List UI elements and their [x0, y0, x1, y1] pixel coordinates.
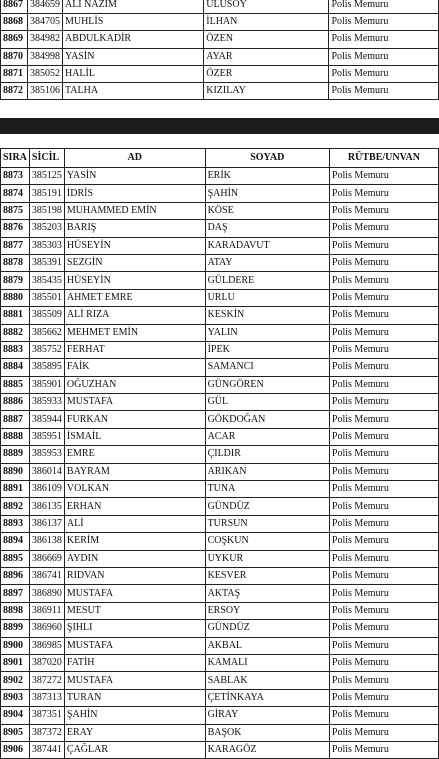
cell-rutbe: Polis Memuru: [329, 237, 438, 254]
cell-soyad: COŞKUN: [205, 533, 329, 550]
cell-rutbe: Polis Memuru: [329, 341, 438, 358]
cell-rutbe: Polis Memuru: [329, 14, 439, 31]
cell-rutbe: Polis Memuru: [329, 411, 438, 428]
cell-sira: 8888: [1, 428, 30, 445]
cell-sicil: 385052: [27, 65, 62, 82]
cell-ad: TALHA: [62, 82, 203, 99]
cell-ad: ERHAN: [64, 498, 205, 515]
cell-soyad: İLHAN: [204, 14, 329, 31]
cell-sira: 8895: [1, 550, 30, 567]
cell-sicil: 387351: [29, 707, 64, 724]
cell-sira: 8886: [1, 394, 30, 411]
cell-sicil: 387372: [29, 724, 64, 741]
cell-rutbe: Polis Memuru: [329, 567, 438, 584]
cell-sicil: 385501: [29, 289, 64, 306]
cell-ad: VOLKAN: [64, 481, 205, 498]
cell-rutbe: Polis Memuru: [329, 185, 438, 202]
cell-soyad: SABLAK: [205, 672, 329, 689]
cell-sira: 8883: [1, 341, 30, 358]
cell-ad: MUHLİS: [62, 14, 203, 31]
cell-sira: 8899: [1, 620, 30, 637]
cell-ad: ALİ: [64, 515, 205, 532]
cell-sicil: 385125: [29, 168, 64, 185]
cell-sira: 8884: [1, 359, 30, 376]
cell-ad: ÇAĞLAR: [64, 741, 205, 758]
cell-soyad: UYKUR: [205, 550, 329, 567]
table-row: [1, 533, 439, 550]
cell-soyad: KIZILAY: [204, 82, 329, 99]
cell-soyad: İPEK: [205, 341, 329, 358]
cell-sira: 8901: [1, 654, 30, 671]
cell-rutbe: Polis Memuru: [329, 48, 439, 65]
page-separator: [0, 118, 439, 134]
cell-sira: 8891: [1, 481, 30, 498]
cell-sira: 8878: [1, 254, 30, 271]
cell-ad: ERAY: [64, 724, 205, 741]
cell-sicil: 387441: [29, 741, 64, 758]
table-row: [1, 550, 439, 567]
cell-sira: 8892: [1, 498, 30, 515]
cell-ad: ŞIHLI: [64, 620, 205, 637]
cell-soyad: ATAY: [205, 254, 329, 271]
cell-ad: AHMET EMRE: [64, 289, 205, 306]
cell-sicil: 384659: [27, 0, 62, 14]
cell-rutbe: Polis Memuru: [329, 689, 438, 706]
cell-soyad: AKBAL: [205, 637, 329, 654]
cell-sira: 8881: [1, 307, 30, 324]
cell-sira: 8868: [1, 14, 28, 31]
cell-sira: 8893: [1, 515, 30, 532]
cell-ad: İSMAİL: [64, 428, 205, 445]
header-sicil: SİCİL: [29, 149, 64, 168]
cell-soyad: KESKİN: [205, 307, 329, 324]
cell-soyad: ARIKAN: [205, 463, 329, 480]
cell-sicil: 385933: [29, 394, 64, 411]
header-row: [1, 149, 439, 168]
cell-ad: OĞUZHAN: [64, 376, 205, 393]
cell-rutbe: Polis Memuru: [329, 428, 438, 445]
cell-sira: 8906: [1, 741, 30, 758]
cell-rutbe: Polis Memuru: [329, 533, 438, 550]
cell-soyad: ACAR: [205, 428, 329, 445]
cell-rutbe: Polis Memuru: [329, 446, 438, 463]
cell-soyad: URLU: [205, 289, 329, 306]
table-row: [1, 324, 439, 341]
cell-sicil: 385203: [29, 220, 64, 237]
cell-rutbe: Polis Memuru: [329, 672, 438, 689]
top-table-body: [1, 0, 439, 100]
table-row: [1, 567, 439, 584]
table-row: [1, 394, 439, 411]
cell-rutbe: Polis Memuru: [329, 0, 439, 14]
cell-soyad: KÖSE: [205, 202, 329, 219]
table-row: [1, 428, 439, 445]
cell-sira: 8870: [1, 48, 28, 65]
cell-ad: ALİ RIZA: [64, 307, 205, 324]
cell-sira: 8874: [1, 185, 30, 202]
cell-sicil: 385303: [29, 237, 64, 254]
cell-soyad: DAŞ: [205, 220, 329, 237]
cell-soyad: KESVER: [205, 567, 329, 584]
table-row: [1, 307, 439, 324]
cell-sicil: 387313: [29, 689, 64, 706]
cell-soyad: GÖKDOĞAN: [205, 411, 329, 428]
cell-soyad: ULUSOY: [204, 0, 329, 14]
cell-soyad: GİRAY: [205, 707, 329, 724]
table-row: [1, 620, 439, 637]
top-table-fragment: [0, 0, 439, 100]
cell-ad: İDRİS: [64, 185, 205, 202]
cell-rutbe: Polis Memuru: [329, 324, 438, 341]
cell-sira: 8898: [1, 602, 30, 619]
cell-ad: FATİH: [64, 654, 205, 671]
cell-sicil: 386911: [29, 602, 64, 619]
cell-soyad: GÜL: [205, 394, 329, 411]
cell-sira: 8872: [1, 82, 28, 99]
cell-soyad: ÇETİNKAYA: [205, 689, 329, 706]
cell-ad: TURAN: [64, 689, 205, 706]
cell-soyad: TURSUN: [205, 515, 329, 532]
cell-sicil: 386138: [29, 533, 64, 550]
cell-soyad: KARAGÖZ: [205, 741, 329, 758]
cell-sira: 8885: [1, 376, 30, 393]
cell-sira: 8877: [1, 237, 30, 254]
cell-ad: RIDVAN: [64, 567, 205, 584]
cell-ad: BARIŞ: [64, 220, 205, 237]
table-row: [1, 411, 439, 428]
cell-sira: 8880: [1, 289, 30, 306]
cell-soyad: ERİK: [205, 168, 329, 185]
cell-sicil: 385509: [29, 307, 64, 324]
cell-rutbe: Polis Memuru: [329, 202, 438, 219]
cell-sira: 8900: [1, 637, 30, 654]
table-row: [1, 48, 439, 65]
cell-sicil: 385391: [29, 254, 64, 271]
cell-sicil: 385944: [29, 411, 64, 428]
cell-soyad: GÜNGÖREN: [205, 376, 329, 393]
cell-rutbe: Polis Memuru: [329, 254, 438, 271]
personnel-table: [0, 148, 439, 759]
cell-sicil: 385895: [29, 359, 64, 376]
table-row: [1, 707, 439, 724]
cell-sira: 8875: [1, 202, 30, 219]
cell-sira: 8869: [1, 31, 28, 48]
header-soyad: SOYAD: [205, 149, 329, 168]
table-row: [1, 341, 439, 358]
cell-ad: ŞAHİN: [64, 707, 205, 724]
header-ad: AD: [64, 149, 205, 168]
cell-sicil: 385435: [29, 272, 64, 289]
table-row: [1, 254, 439, 271]
cell-sicil: 386890: [29, 585, 64, 602]
cell-sira: 8889: [1, 446, 30, 463]
cell-rutbe: Polis Memuru: [329, 481, 438, 498]
table-row: [1, 689, 439, 706]
table-row: [1, 515, 439, 532]
cell-soyad: AKTAŞ: [205, 585, 329, 602]
cell-sicil: 385752: [29, 341, 64, 358]
cell-sicil: 385198: [29, 202, 64, 219]
cell-ad: YASİN: [64, 168, 205, 185]
cell-rutbe: Polis Memuru: [329, 463, 438, 480]
cell-ad: MUHAMMED EMİN: [64, 202, 205, 219]
cell-sicil: 386014: [29, 463, 64, 480]
cell-rutbe: Polis Memuru: [329, 602, 438, 619]
cell-sira: 8873: [1, 168, 30, 185]
cell-ad: ABDULKADİR: [62, 31, 203, 48]
table-row: [1, 289, 439, 306]
table-row: [1, 585, 439, 602]
cell-sicil: 386741: [29, 567, 64, 584]
table-row: [1, 481, 439, 498]
cell-soyad: GÜNDÜZ: [205, 498, 329, 515]
cell-sira: 8876: [1, 220, 30, 237]
cell-rutbe: Polis Memuru: [329, 394, 438, 411]
cell-rutbe: Polis Memuru: [329, 272, 438, 289]
table-row: [1, 14, 439, 31]
cell-soyad: ÇILDIR: [205, 446, 329, 463]
cell-ad: MUSTAFA: [64, 637, 205, 654]
cell-soyad: ÖZEN: [204, 31, 329, 48]
cell-ad: YASİN: [62, 48, 203, 65]
cell-soyad: ŞAHİN: [205, 185, 329, 202]
cell-ad: SEZGİN: [64, 254, 205, 271]
cell-sira: 8902: [1, 672, 30, 689]
table-row: [1, 724, 439, 741]
cell-ad: HÜSEYİN: [64, 272, 205, 289]
table-row: [1, 31, 439, 48]
cell-soyad: SAMANCI: [205, 359, 329, 376]
table-row: [1, 168, 439, 185]
cell-ad: EMRE: [64, 446, 205, 463]
table-row: [1, 741, 439, 758]
cell-sicil: 386960: [29, 620, 64, 637]
cell-sicil: 385951: [29, 428, 64, 445]
table-row: [1, 654, 439, 671]
cell-ad: ALİ NAZIM: [62, 0, 203, 14]
cell-sicil: 385662: [29, 324, 64, 341]
cell-ad: MESUT: [64, 602, 205, 619]
table-row: [1, 185, 439, 202]
cell-rutbe: Polis Memuru: [329, 637, 438, 654]
cell-rutbe: Polis Memuru: [329, 585, 438, 602]
cell-rutbe: Polis Memuru: [329, 65, 439, 82]
cell-sicil: 386985: [29, 637, 64, 654]
cell-rutbe: Polis Memuru: [329, 359, 438, 376]
cell-soyad: GÜNDÜZ: [205, 620, 329, 637]
cell-rutbe: Polis Memuru: [329, 168, 438, 185]
cell-soyad: ÖZER: [204, 65, 329, 82]
table-row: [1, 376, 439, 393]
header-rutbe: RÜTBE/UNVAN: [329, 149, 438, 168]
cell-rutbe: Polis Memuru: [329, 741, 438, 758]
cell-ad: MEHMET EMİN: [64, 324, 205, 341]
table-row: [1, 202, 439, 219]
cell-rutbe: Polis Memuru: [329, 620, 438, 637]
cell-soyad: BAŞOK: [205, 724, 329, 741]
table-row: [1, 220, 439, 237]
cell-ad: FAİK: [64, 359, 205, 376]
cell-sira: 8905: [1, 724, 30, 741]
cell-sicil: 384705: [27, 14, 62, 31]
cell-ad: FURKAN: [64, 411, 205, 428]
cell-ad: MUSTAFA: [64, 394, 205, 411]
cell-sicil: 385106: [27, 82, 62, 99]
cell-ad: HÜSEYİN: [64, 237, 205, 254]
cell-sicil: 386109: [29, 481, 64, 498]
table-row: [1, 65, 439, 82]
table-row: [1, 82, 439, 99]
cell-ad: HALİL: [62, 65, 203, 82]
cell-rutbe: Polis Memuru: [329, 515, 438, 532]
cell-ad: BAYRAM: [64, 463, 205, 480]
cell-sicil: 385953: [29, 446, 64, 463]
cell-sira: 8896: [1, 567, 30, 584]
cell-sicil: 384998: [27, 48, 62, 65]
cell-sira: 8904: [1, 707, 30, 724]
cell-rutbe: Polis Memuru: [329, 376, 438, 393]
cell-soyad: KARADAVUT: [205, 237, 329, 254]
cell-soyad: GÜLDERE: [205, 272, 329, 289]
cell-soyad: AYAR: [204, 48, 329, 65]
cell-ad: FERHAT: [64, 341, 205, 358]
cell-sira: 8879: [1, 272, 30, 289]
cell-sicil: 385191: [29, 185, 64, 202]
cell-rutbe: Polis Memuru: [329, 307, 438, 324]
cell-rutbe: Polis Memuru: [329, 550, 438, 567]
cell-rutbe: Polis Memuru: [329, 654, 438, 671]
cell-sira: 8871: [1, 65, 28, 82]
cell-soyad: KAMALI: [205, 654, 329, 671]
table-row: [1, 446, 439, 463]
cell-rutbe: Polis Memuru: [329, 707, 438, 724]
cell-soyad: TUNA: [205, 481, 329, 498]
personnel-table-body: [1, 168, 439, 759]
cell-sicil: 387272: [29, 672, 64, 689]
header-sira: SIRA: [1, 149, 30, 168]
cell-sicil: 386135: [29, 498, 64, 515]
table-row: [1, 672, 439, 689]
cell-sira: 8903: [1, 689, 30, 706]
cell-sira: 8867: [1, 0, 28, 14]
cell-sicil: 386669: [29, 550, 64, 567]
cell-sira: 8887: [1, 411, 30, 428]
cell-rutbe: Polis Memuru: [329, 724, 438, 741]
cell-sira: 8897: [1, 585, 30, 602]
cell-ad: KERİM: [64, 533, 205, 550]
cell-sicil: 385901: [29, 376, 64, 393]
cell-ad: AYDIN: [64, 550, 205, 567]
table-row: [1, 602, 439, 619]
cell-sira: 8890: [1, 463, 30, 480]
cell-ad: MUSTAFA: [64, 585, 205, 602]
cell-sira: 8882: [1, 324, 30, 341]
cell-soyad: ERSOY: [205, 602, 329, 619]
cell-rutbe: Polis Memuru: [329, 498, 438, 515]
cell-soyad: YALIN: [205, 324, 329, 341]
cell-sicil: 386137: [29, 515, 64, 532]
table-row: [1, 237, 439, 254]
cell-rutbe: Polis Memuru: [329, 31, 439, 48]
cell-rutbe: Polis Memuru: [329, 82, 439, 99]
table-row: [1, 272, 439, 289]
cell-rutbe: Polis Memuru: [329, 220, 438, 237]
cell-sira: 8894: [1, 533, 30, 550]
table-row: [1, 359, 439, 376]
table-row: [1, 0, 439, 14]
cell-sicil: 384982: [27, 31, 62, 48]
cell-rutbe: Polis Memuru: [329, 289, 438, 306]
cell-sicil: 387020: [29, 654, 64, 671]
table-row: [1, 498, 439, 515]
cell-ad: MUSTAFA: [64, 672, 205, 689]
table-row: [1, 463, 439, 480]
